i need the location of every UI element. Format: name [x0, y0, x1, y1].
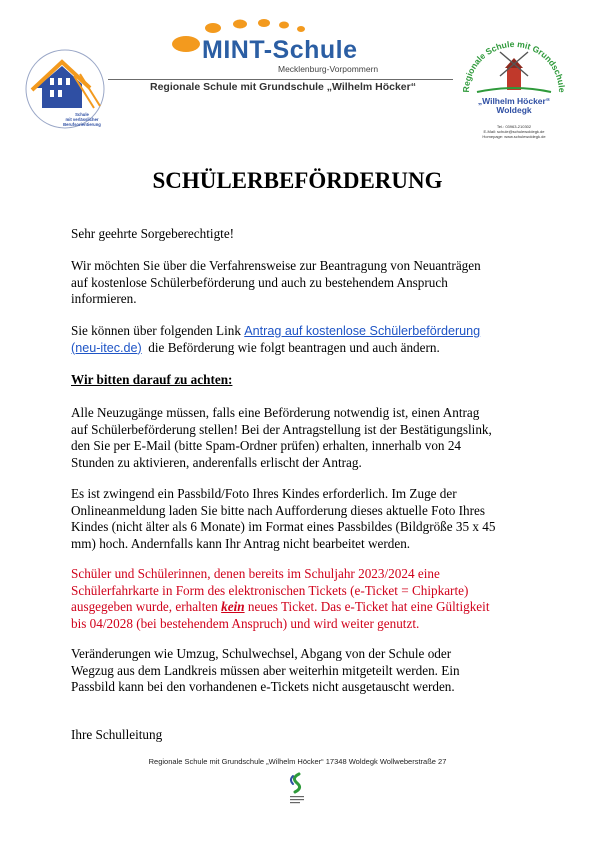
paragraph-line: Kindes (nicht älter als 6 Monate) im Format eines Passbildes (Bildgröße 35 x 45: [71, 519, 496, 534]
paragraph-line: den Sie per E-Mail (bitte Spam-Ordner prüfen) erhalten, innerhalb von 24: [71, 438, 462, 453]
photo-paragraph: [71, 486, 541, 552]
svg-text:mit verlässlicher: mit verlässlicher: [65, 117, 99, 122]
notice-line: bis 04/2028 (bei bestehendem Anspruch) und wird weiter genutzt.: [71, 615, 420, 631]
paragraph-line: Onlineanmeldung laden Sie bitte nach Aufforderung dieses aktuelle Foto Ihres: [71, 502, 485, 518]
footer-logo-icon: [287, 772, 307, 806]
kein-emphasis: kein: [221, 599, 245, 614]
closing-signature: Ihre Schulleitung: [71, 727, 163, 742]
paragraph-line: auf Schülerbeförderung stellen! Bei der Antragstellung ist der Bestätigungslink,: [71, 421, 492, 437]
link-intro-text: Sie können über folgenden Link: [71, 323, 245, 338]
mint-title: MINT-Schule: [202, 36, 358, 64]
existing-ticket-notice: [71, 566, 541, 632]
school-seal-logo: [455, 30, 573, 148]
notice-text: neues Ticket. Das e-Ticket hat eine Gültigkeit: [244, 599, 490, 614]
school-header-name: Regionale Schule mit Grundschule „Wilhelm Höcker“: [150, 81, 416, 93]
seal-arc-text: Regionale Schule mit Grundschule: [460, 38, 568, 93]
berufsorientierung-logo: [24, 48, 106, 130]
header-divider: [108, 79, 453, 80]
footer-address: Regionale Schule mit Grundschule „Wilhelm Höcker“ 17348 Woldegk Wollweberstraße 27: [148, 757, 447, 766]
seal-contact-homepage: Homepage: www.schulewoldegk.de: [482, 134, 546, 139]
notice-line: Schüler und Schülerinnen, denen bereits im Schuljahr 2023/2024 eine: [71, 566, 440, 581]
seal-name: „Wilhelm Höcker“: [477, 96, 551, 106]
new-applicants-paragraph: [71, 405, 541, 471]
application-link[interactable]: Antrag auf kostenlose Schülerbeförderung: [244, 324, 481, 338]
changes-paragraph: [71, 646, 541, 696]
notice-line: Schülerfahrkarte in Form des elektronischen Tickets (e-Ticket = Chipkarte): [71, 582, 469, 598]
intro-line: Wir möchten Sie über die Verfahrensweise zur Beantragung von Neuanträgen: [71, 258, 481, 273]
note-heading: Wir bitten darauf zu achten:: [71, 372, 233, 387]
svg-text:Schule: Schule: [75, 112, 89, 117]
intro-paragraph: [71, 258, 541, 308]
page-title: SCHÜLERBEFÖRDERUNG: [152, 168, 443, 193]
paragraph-line: Alle Neuzugänge müssen, falls eine Beförderung notwendig ist, einen Antrag: [71, 405, 480, 420]
seal-contact-email: E-Mail: schule@schulewoldegk.de: [483, 129, 545, 134]
link-outro-text: die Beförderung wie folgt beantragen und auch ändern.: [141, 339, 440, 355]
svg-text:Berufsorientierung: Berufsorientierung: [63, 122, 101, 127]
salutation: Sehr geehrte Sorgeberechtigte!: [71, 226, 235, 241]
notice-text: ausgegeben wurde, erhalten: [71, 599, 222, 614]
paragraph-line: Es ist zwingend ein Passbild/Foto Ihres Kindes erforderlich. Im Zuge der: [71, 486, 457, 501]
seal-town: Woldegk: [496, 105, 532, 115]
paragraph-line: Wegzug aus dem Landkreis müssen aber weiterhin mitgeteilt werden. Ein: [71, 662, 460, 678]
paragraph-line: Passbild kann bei den vorhandenen e-Tickets nicht ausgetauscht werden.: [71, 679, 455, 694]
paragraph-line: mm) hoch. Andernfalls kann Ihr Antrag nicht bearbeitet werden.: [71, 535, 411, 551]
intro-line: auf kostenlose Schülerbeförderung und auch zu bestehendem Anspruch: [71, 274, 448, 290]
seal-contact-tel: Tel.: 03963-210302: [496, 124, 532, 129]
application-link-domain[interactable]: (neu-itec.de): [71, 340, 142, 355]
paragraph-line: Stunden zu aktivieren, anderenfalls erlischt der Antrag.: [71, 454, 362, 470]
paragraph-line: Veränderungen wie Umzug, Schulwechsel, Abgang von der Schule oder: [71, 646, 452, 661]
mint-subtitle: Mecklenburg-Vorpommern: [278, 64, 379, 74]
link-paragraph: [71, 323, 541, 356]
intro-line: informieren.: [71, 291, 137, 306]
